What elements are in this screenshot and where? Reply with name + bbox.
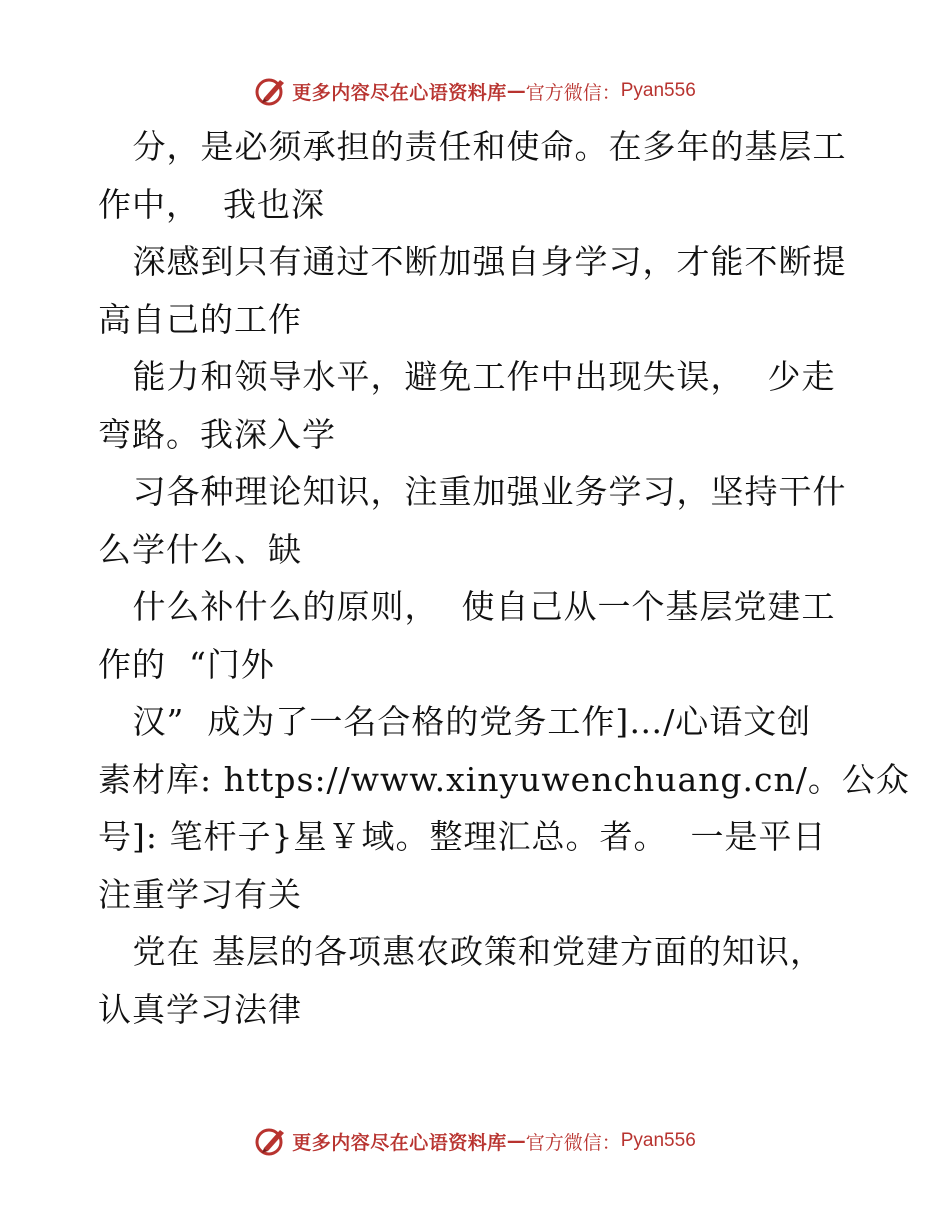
text-line: 号]: 笔杆子}星￥域。整理汇总。者。 一是平日 <box>98 817 827 856</box>
footer-banner <box>0 1121 950 1161</box>
footer-site-text: 更多内容尽在心语资料库 <box>292 1131 507 1154</box>
header-wechat-label: 官方微信： <box>525 81 621 104</box>
pen-logo-icon <box>254 1124 288 1158</box>
text-line: 汉” 成为了一名合格的党务工作]…/心语文创 <box>98 702 812 741</box>
footer-separator: — <box>506 1130 526 1152</box>
text-line: 分，是必须承担的责任和使命。在多年的基层工 <box>98 127 847 166</box>
header-wechat-id: Pyan556 <box>620 80 696 101</box>
header-banner <box>0 71 950 111</box>
text-line: 习各种理论知识，注重加强业务学习，坚持干什 <box>98 472 847 511</box>
text-line: 党在 基层的各项惠农政策和党建方面的知识， <box>98 932 824 971</box>
document-body <box>98 118 910 1038</box>
text-line: 深感到只有通过不断加强自身学习，才能不断提 <box>98 242 847 281</box>
header-separator: — <box>506 80 526 102</box>
text-line: 么学什么、缺 <box>98 529 302 569</box>
pen-logo-icon <box>254 74 288 108</box>
text-line: 注重学习有关 <box>98 874 302 914</box>
header-site-text: 更多内容尽在心语资料库 <box>292 81 507 104</box>
text-line: 弯路。我深入学 <box>98 414 336 454</box>
footer-wechat-id: Pyan556 <box>620 1130 696 1151</box>
text-line: 素材库: https://www.xinyuwenchuang.cn/。公众 <box>98 759 910 799</box>
text-line: 作中， 我也深 <box>98 184 325 224</box>
text-line: 作的 “门外 <box>98 644 275 684</box>
text-line: 高自己的工作 <box>98 299 302 339</box>
text-line: 认真学习法律 <box>98 989 302 1029</box>
text-line: 能力和领导水平，避免工作中出现失误， 少走 <box>98 357 836 396</box>
footer-wechat-label: 官方微信： <box>525 1131 621 1154</box>
text-line: 什么补什么的原则， 使自己从一个基层党建工 <box>98 587 836 626</box>
